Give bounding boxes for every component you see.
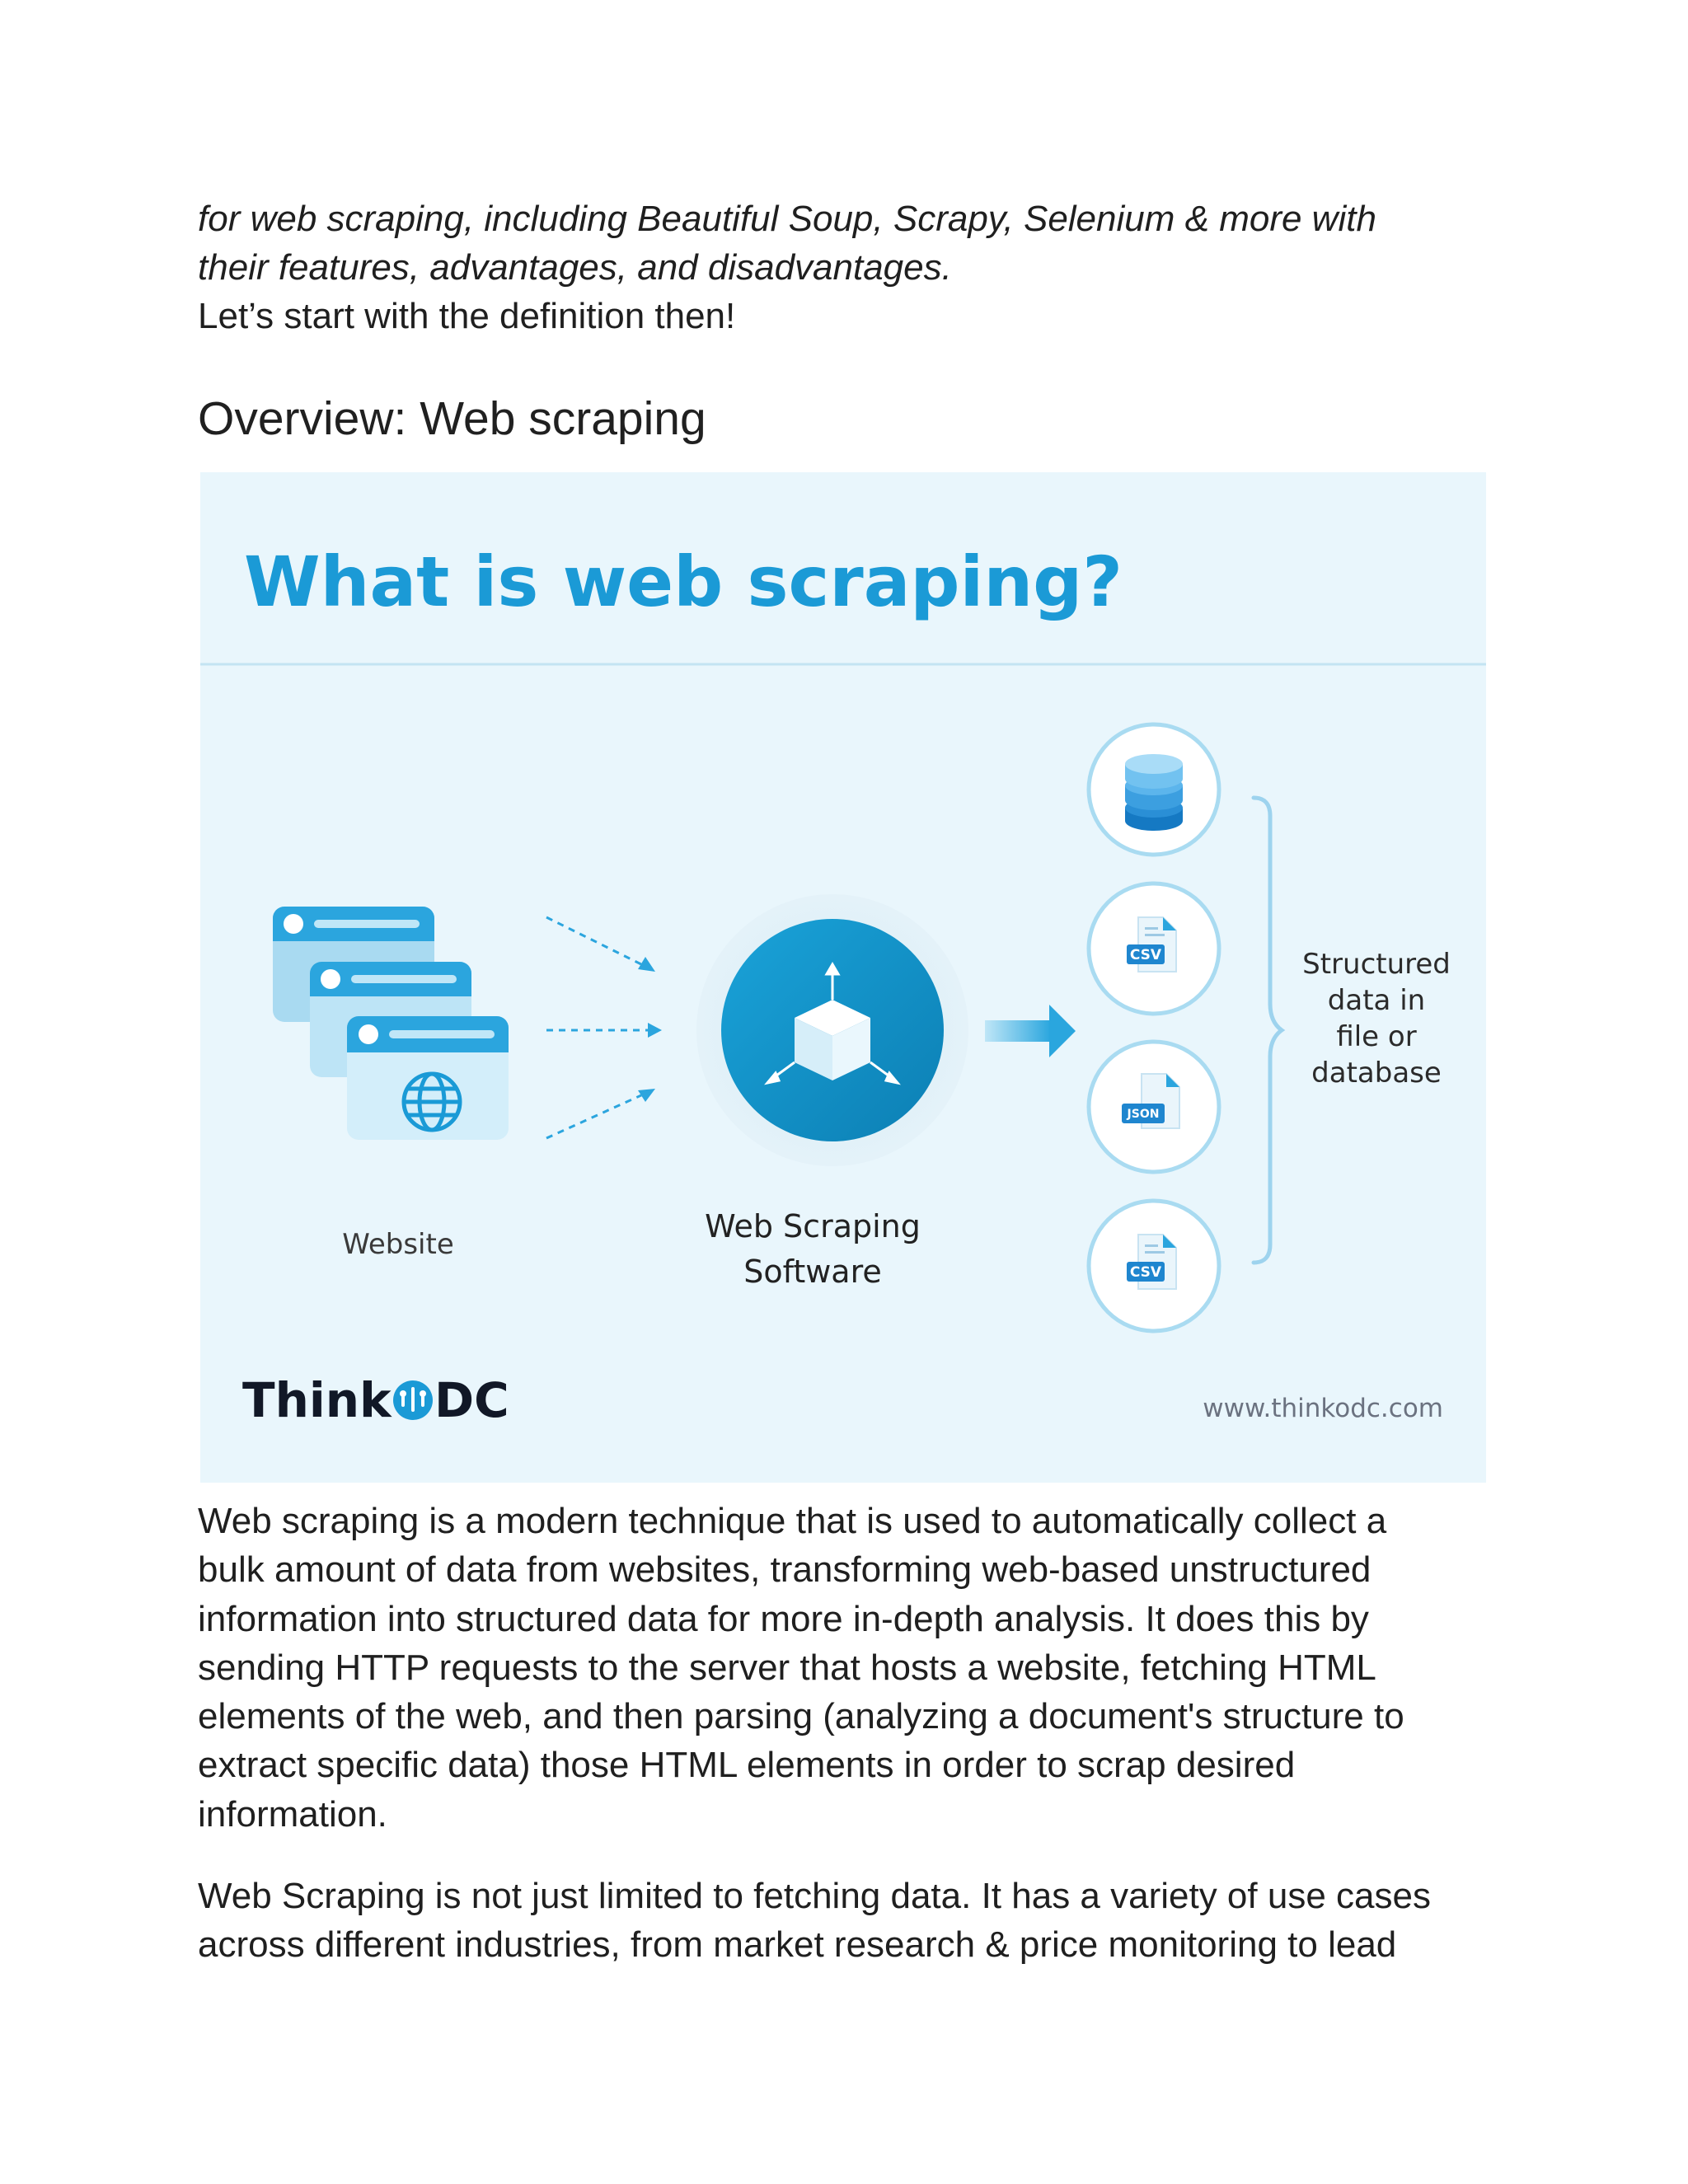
- json-tag: JSON: [1127, 1108, 1160, 1121]
- csv-tag-bottom: CSV: [1129, 1264, 1162, 1281]
- intro-line-1: for web scraping, including Beautiful Soup, Scrapy, Selenium & more with: [198, 199, 1376, 239]
- paragraph-1-line: information into structured data for more in-depth analysis. It does this by: [198, 1598, 1369, 1639]
- intro-line-3: Let’s start with the definition then!: [198, 296, 736, 336]
- structured-line-3: file or: [1336, 1020, 1417, 1053]
- website-label: Website: [342, 1228, 454, 1261]
- paragraph-1-line: Web scraping is a modern technique that is used to automatically collect a: [198, 1501, 1387, 1541]
- csv-node-bottom: [1089, 1201, 1219, 1331]
- intro-line-2: their features, advantages, and disadvantages.: [198, 247, 952, 288]
- csv-node-top: [1089, 883, 1219, 1014]
- web-scraping-figure: [200, 472, 1486, 1483]
- brand-logo-icon: [393, 1380, 433, 1420]
- figure-canvas: [200, 472, 1486, 1483]
- brand-think: Think: [242, 1372, 392, 1428]
- csv-tag-top: CSV: [1129, 947, 1162, 963]
- software-label-line-2: Software: [743, 1254, 882, 1290]
- paragraph-1-line: extract specific data) those HTML elements in order to scrap desired: [198, 1745, 1296, 1786]
- paragraph-1: [198, 1497, 1484, 1839]
- overview-heading: Overview: Web scraping: [198, 392, 706, 445]
- database-icon: [1125, 754, 1183, 831]
- paragraph-1-line: sending HTTP requests to the server that hosts a website, fetching HTML: [198, 1647, 1376, 1688]
- paragraph-2-line: Web Scraping is not just limited to fetching data. It has a variety of use cases: [198, 1876, 1431, 1916]
- paragraph-1-line: bulk amount of data from websites, transforming web-based unstructured: [198, 1549, 1372, 1591]
- brand-url: www.thinkodc.com: [1203, 1394, 1443, 1423]
- structured-line-4: database: [1311, 1057, 1442, 1090]
- brand-dc: DC: [434, 1372, 509, 1428]
- paragraph-1-line: elements of the web, and then parsing (analyzing a document's structure to: [198, 1696, 1404, 1737]
- paragraph-1-line: information.: [198, 1793, 387, 1835]
- paragraph-2: [198, 1872, 1484, 1970]
- database-node: [1089, 724, 1219, 855]
- structured-line-1: Structured: [1302, 948, 1451, 981]
- intro-text: [198, 194, 1484, 340]
- software-label-line-1: Web Scraping: [705, 1208, 921, 1244]
- paragraph-2-line: across different industries, from market research & price monitoring to lead: [198, 1924, 1397, 1966]
- figure-title: What is web scraping?: [244, 541, 1123, 622]
- json-node: [1089, 1042, 1219, 1172]
- structured-line-2: data in: [1327, 984, 1426, 1017]
